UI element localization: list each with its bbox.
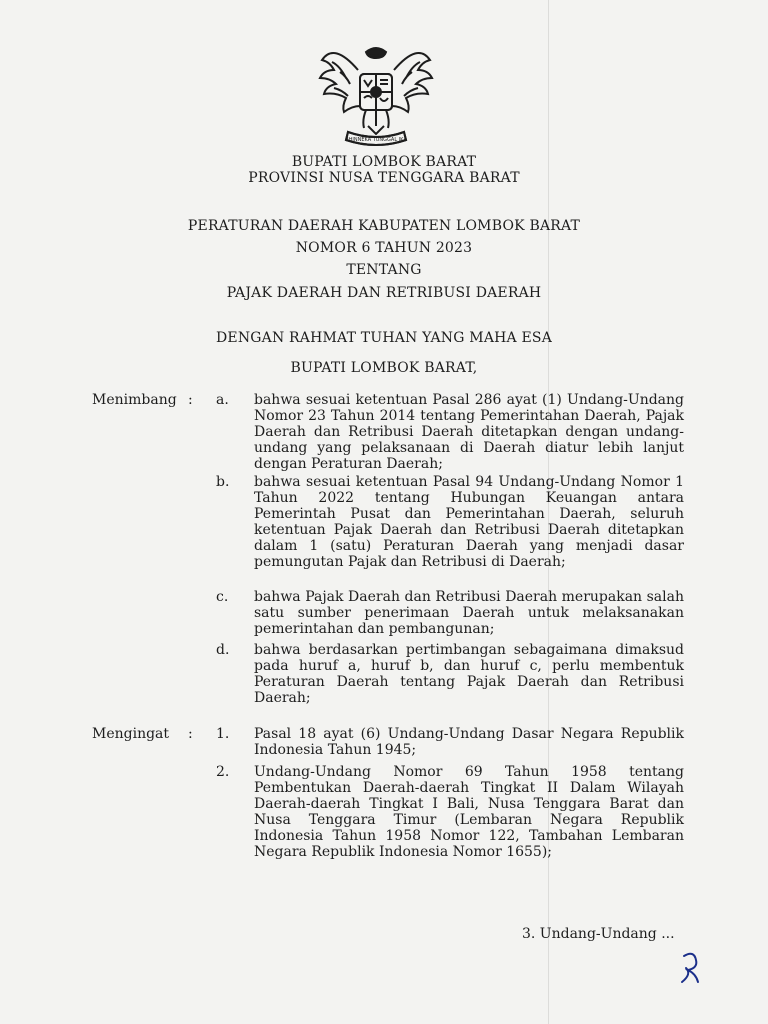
- continuation-text: 3. Undang-Undang ...: [522, 926, 675, 942]
- menimbang-marker-a: a.: [216, 392, 229, 408]
- preamble-official: BUPATI LOMBOK BARAT,: [290, 360, 478, 376]
- regulation-title: PERATURAN DAERAH KABUPATEN LOMBOK BARAT: [187, 218, 581, 234]
- menimbang-marker-d: d.: [216, 642, 230, 658]
- menimbang-item-a: bahwa sesuai ketentuan Pasal 286 ayat (1) Undang-Undang Nomor 23 Tahun 2014 tentang Pemerintahan Daerah, Pajak Daerah dan Retribusi Daerah ditetapkan dengan undang-undang yang pelaksanaan di Daerah diatur lebih lanjut dengan Peraturan Daerah;: [254, 392, 684, 472]
- mengingat-marker-1: 1.: [216, 726, 230, 742]
- regulation-subject: PAJAK DAERAH DAN RETRIBUSI DAERAH: [226, 285, 542, 301]
- mengingat-marker-2: 2.: [216, 764, 230, 780]
- regulation-about: TENTANG: [346, 262, 422, 278]
- menimbang-item-c: bahwa Pajak Daerah dan Retribusi Daerah merupakan salah satu sumber penerimaan Daerah untuk melaksanakan pemerintahan dan pembangunan;: [254, 589, 684, 637]
- preamble-blessing: DENGAN RAHMAT TUHAN YANG MAHA ESA: [215, 330, 553, 346]
- header-official: BUPATI LOMBOK BARAT: [291, 154, 477, 170]
- mengingat-colon: :: [188, 726, 193, 742]
- mengingat-item-1: Pasal 18 ayat (6) Undang-Undang Dasar Negara Republik Indonesia Tahun 1945;: [254, 726, 684, 758]
- header-province: PROVINSI NUSA TENGGARA BARAT: [248, 170, 520, 186]
- mengingat-item-2: Undang-Undang Nomor 69 Tahun 1958 tentang Pembentukan Daerah-daerah Tingkat II Dalam Wilayah Daerah-daerah Tingkat I Bali, Nusa Tenggara Barat dan Nusa Tenggara Timur (Lembaran Negara Republik Indonesia Tahun 1958 Nomor 122, Tambahan Lembaran Negara Republik Indonesia Nomor 1655);: [254, 764, 684, 860]
- menimbang-item-b: bahwa sesuai ketentuan Pasal 94 Undang-Undang Nomor 1 Tahun 2022 tentang Hubungan Keuangan antara Pemerintah Pusat dan Pemerintahan Daerah, seluruh ketentuan Pajak Daerah dan Retribusi Daerah ditetapkan dalam 1 (satu) Peraturan Daerah yang menjadi dasar pemungutan Pajak dan Retribusi di Daerah;: [254, 474, 684, 570]
- menimbang-item-d: bahwa berdasarkan pertimbangan sebagaimana dimaksud pada huruf a, huruf b, dan huruf c, perlu membentuk Peraturan Daerah tentang Pajak Daerah dan Retribusi Daerah;: [254, 642, 684, 706]
- garuda-emblem-icon: [318, 36, 434, 152]
- mengingat-label: Mengingat: [92, 726, 170, 742]
- paraf-initial-icon: [676, 950, 704, 986]
- menimbang-colon: :: [188, 392, 193, 408]
- menimbang-label: Menimbang: [92, 392, 177, 408]
- menimbang-marker-b: b.: [216, 474, 230, 490]
- menimbang-marker-c: c.: [216, 589, 229, 605]
- regulation-number: NOMOR 6 TAHUN 2023: [295, 240, 473, 256]
- svg-text:BHINNEKA TUNGGAL IKA: BHINNEKA TUNGGAL IKA: [345, 137, 407, 143]
